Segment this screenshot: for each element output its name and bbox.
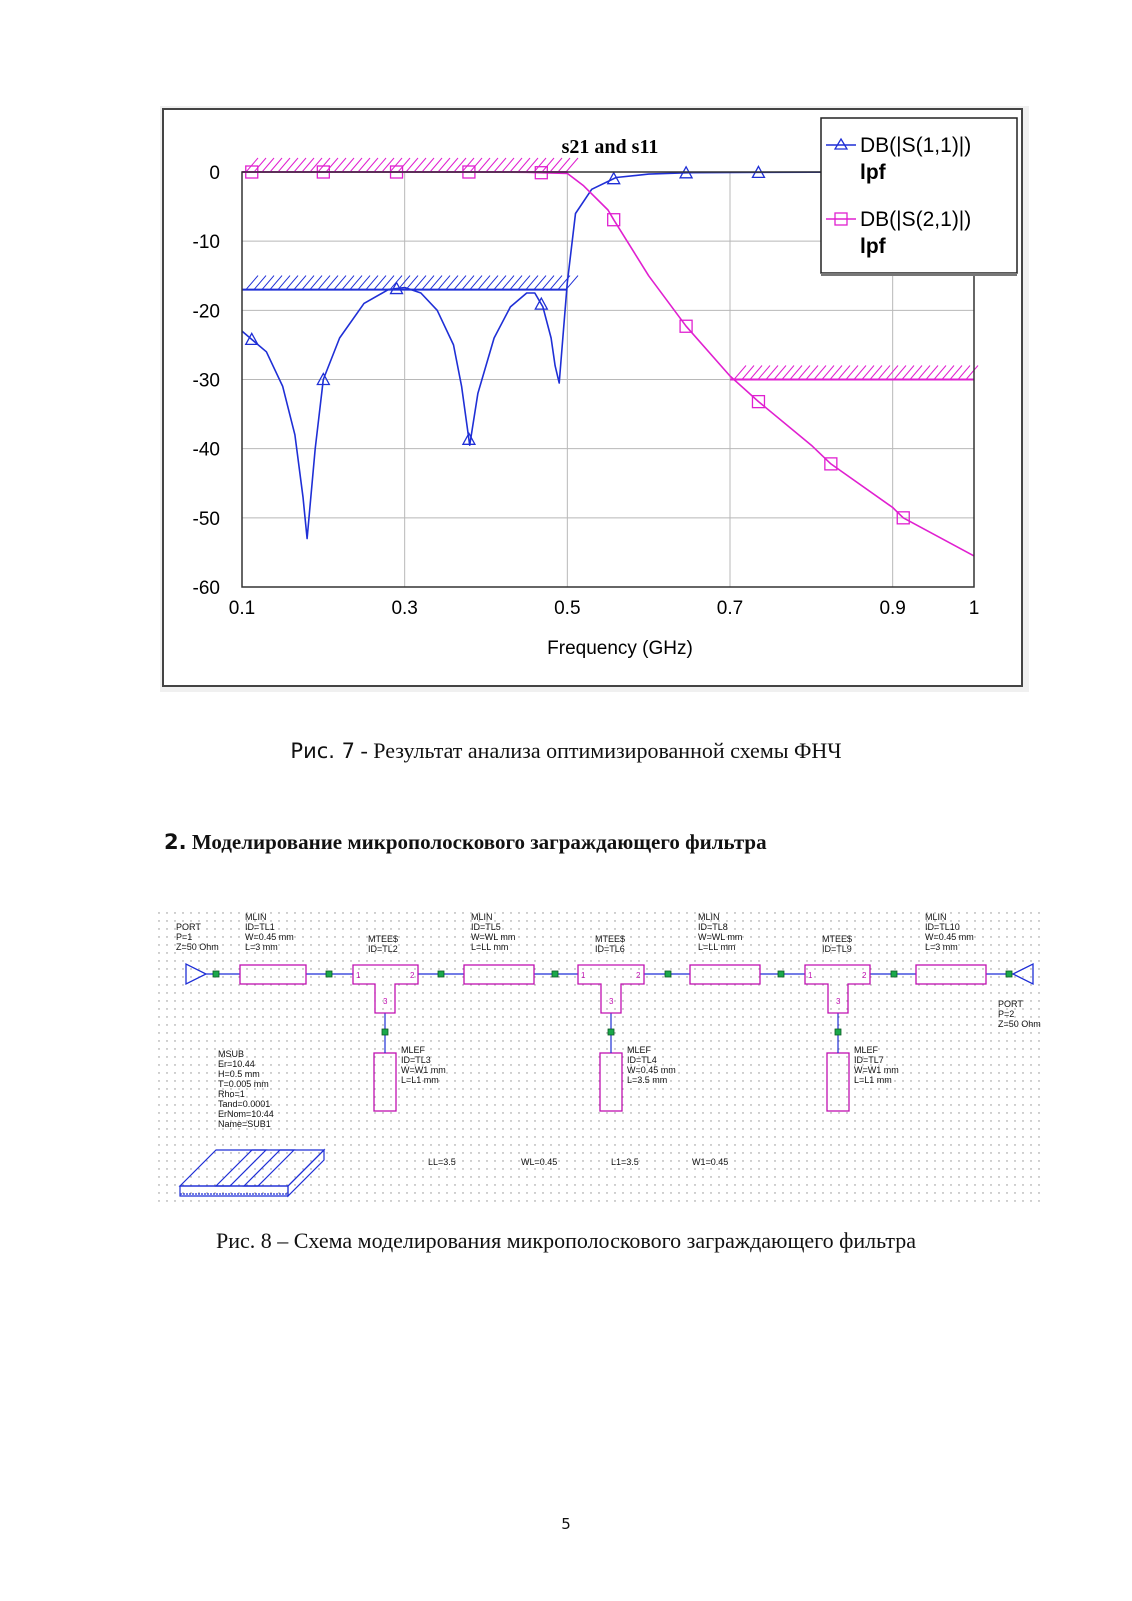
chart-x-axis-label: Frequency (GHz) [547, 638, 693, 659]
equation-label: L1=3.5 [611, 1157, 639, 1167]
y-tick-label: -60 [192, 578, 220, 599]
y-tick-label: -20 [192, 301, 220, 323]
pin-label: 1 [581, 971, 586, 980]
msub-label: MSUB Er=10.44 H=0.5 mm T=0.005 mm Rho=1 Tand=0.0001 ErNom=10.44 Name=SUB1 [218, 1049, 274, 1129]
legend-s21-name: DB(|S(2,1)|) [860, 208, 972, 231]
pin-label: 3 [836, 997, 841, 1006]
pin-label: 2 [636, 971, 641, 980]
section-title: Моделирование микрополоскового заграждающего фильтра [186, 830, 767, 854]
port-2-label: PORT P=2 Z=50 Ohm [998, 999, 1041, 1029]
y-tick-label: -50 [192, 508, 220, 530]
chart-title: s21 and s11 [561, 136, 659, 158]
legend-shadow [821, 273, 1017, 276]
pin-label: 2 [862, 971, 867, 980]
x-tick-label: 0.5 [554, 598, 581, 619]
figure-8-schematic [158, 912, 1046, 1208]
y-tick-label: -30 [192, 370, 220, 392]
pin-label: 1 [808, 971, 813, 980]
equation-label: WL=0.45 [521, 1157, 558, 1167]
mtee-tl2-label: MTEE$ ID=TL2 [368, 934, 399, 954]
figure-7-caption-text: - Результат анализа оптимизированной схемы ФНЧ [354, 738, 842, 763]
pin-label: 3 [383, 997, 388, 1006]
mlef-tl3-label: MLEF ID=TL3 W=W1 mm L=L1 mm [401, 1045, 446, 1085]
chart-legend [821, 118, 1017, 276]
equation-label: W1=0.45 [692, 1157, 729, 1167]
legend-s11-name: DB(|S(1,1)|) [860, 134, 972, 157]
mlin-tl10-label: MLIN ID=TL10 W=0.45 mm L=3 mm [925, 912, 974, 952]
pin-label: 1 [356, 971, 361, 980]
mlin-tl1-label: MLIN ID=TL1 W=0.45 mm L=3 mm [245, 912, 294, 952]
mlef-tl7-label: MLEF ID=TL7 W=W1 mm L=L1 mm [854, 1045, 899, 1085]
x-tick-label: 1 [968, 598, 980, 619]
mtee-tl6-label: MTEE$ ID=TL6 [595, 934, 626, 954]
legend-s11-subname: lpf [860, 161, 886, 184]
figure-7-caption [0, 738, 1132, 764]
pin-label: 3 [609, 997, 614, 1006]
mlef-tl4-label: MLEF ID=TL4 W=0.45 mm L=3.5 mm [627, 1045, 676, 1085]
schematic-canvas [158, 912, 1046, 1208]
section-number: 2. [164, 830, 187, 854]
schematic-grid [158, 912, 1046, 1208]
page-number: 5 [561, 1515, 571, 1533]
y-tick-label: -40 [192, 439, 220, 461]
figure-7-caption-prefix: Рис. 7 [290, 739, 355, 763]
x-tick-label: 0.1 [228, 598, 256, 619]
mlin-tl5-label: MLIN ID=TL5 W=WL mm L=LL mm [471, 912, 516, 952]
figure-7-chart [160, 106, 1029, 692]
figure-8-caption: Рис. 8 – Схема моделирования микрополоскового заграждающего фильтра [215, 1228, 917, 1253]
pin-label: 2 [410, 971, 415, 980]
legend-s21-subname: lpf [860, 235, 886, 258]
port-1-label: PORT P=1 Z=50 Ohm [176, 922, 219, 952]
s-parameter-chart [160, 106, 1029, 692]
x-tick-label: 0.7 [716, 598, 744, 619]
section-heading [164, 830, 767, 855]
mtee-tl9-label: MTEE$ ID=TL9 [822, 934, 853, 954]
y-tick-label: 0 [209, 163, 220, 184]
equation-label: LL=3.5 [428, 1157, 456, 1167]
y-tick-label: -10 [192, 232, 220, 254]
mlin-tl8-label: MLIN ID=TL8 W=WL mm L=LL mm [698, 912, 743, 952]
x-tick-label: 0.9 [879, 598, 906, 619]
x-tick-label: 0.3 [391, 598, 418, 619]
